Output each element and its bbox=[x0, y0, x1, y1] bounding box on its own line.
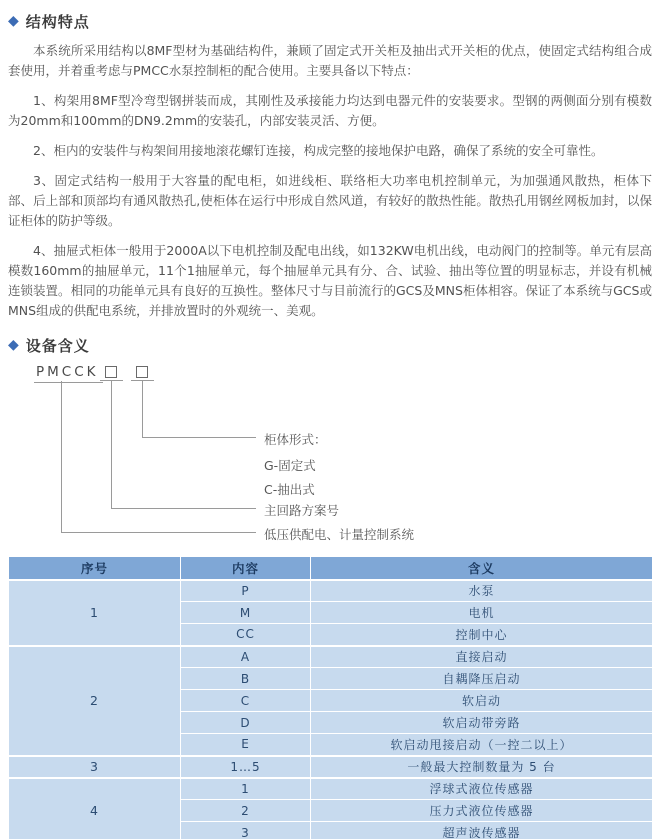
code-cell: E bbox=[181, 734, 311, 756]
meaning-cell: 压力式液位传感器 bbox=[311, 800, 653, 822]
structure-item-3: 3、固定式结构一般用于大容量的配电柜，如进线柜、联络柜大功率电机控制单元，为加强通风散热，柜体下部、后上部和顶部均有通风散热孔,使柜体在运行中形成自然风道，有较好的散热性能。散热孔用钢丝网板加封，以保证柜体的防护等级。 bbox=[8, 173, 652, 228]
code-cell: P bbox=[181, 580, 311, 602]
header-meaning: 含义 bbox=[311, 557, 653, 580]
diamond-bullet-icon: ◆ bbox=[8, 13, 19, 29]
table-row bbox=[9, 778, 653, 800]
meaning-cell: 浮球式液位传感器 bbox=[311, 778, 653, 800]
label-drawout-type: C-抽出式 bbox=[264, 482, 315, 497]
meaning-cell: 控制中心 bbox=[311, 624, 653, 646]
meaning-cell: 软启动带旁路 bbox=[311, 712, 653, 734]
meaning-cell: 一般最大控制数量为 5 台 bbox=[311, 756, 653, 778]
code-cell: M bbox=[181, 602, 311, 624]
designation-box-2 bbox=[136, 366, 148, 378]
label-cabinet-type: 柜体形式： bbox=[264, 432, 327, 447]
meaning-cell: 电机 bbox=[311, 602, 653, 624]
label-scheme-number: 主回路方案号 bbox=[264, 503, 340, 518]
designation-meaning-table bbox=[8, 556, 653, 839]
seq-cell: 2 bbox=[9, 646, 181, 756]
code-cell: B bbox=[181, 668, 311, 690]
label-system-name: 低压供配电、计量控制系统 bbox=[264, 527, 415, 542]
header-content: 内容 bbox=[181, 557, 311, 580]
code-cell: D bbox=[181, 712, 311, 734]
structure-item-1: 1、构架用8MF型冷弯型钢拼装而成，其刚性及承接能力均达到电器元件的安装要求。型钢的两侧面分别有模数为20mm和100mm的DN9.2mm的安装孔，内部安装灵活、方便。 bbox=[8, 93, 652, 128]
diagram-connector-line bbox=[111, 508, 256, 509]
meaning-cell: 自耦降压启动 bbox=[311, 668, 653, 690]
structure-section-header bbox=[8, 10, 652, 32]
table-header-row bbox=[9, 557, 653, 580]
meaning-cell: 软启动 bbox=[311, 690, 653, 712]
meaning-cell: 水泵 bbox=[311, 580, 653, 602]
table-row bbox=[9, 756, 653, 778]
model-code-text: PMCCK bbox=[34, 364, 103, 383]
diagram-connector-line bbox=[142, 381, 143, 437]
label-fixed-type: G-固定式 bbox=[264, 458, 316, 473]
code-cell: 3 bbox=[181, 822, 311, 839]
meaning-section-header bbox=[8, 334, 652, 356]
table-row bbox=[9, 580, 653, 602]
diagram-connector-line bbox=[142, 437, 256, 438]
seq-cell: 1 bbox=[9, 580, 181, 646]
diagram-connector-line bbox=[61, 381, 62, 532]
code-cell: A bbox=[181, 646, 311, 668]
meaning-cell: 软启动甩接启动（一控二以上） bbox=[311, 734, 653, 756]
structure-item-4: 4、抽屉式柜体一般用于2000A以下电机控制及配电出线，如132KW电机出线，电动阀门的控制等。单元有层高模数160mm的抽屉单元，11个1抽屉单元，每个抽屉单元具有分、合、试验、抽出等位置的明显标志，并设有机械连锁装置。相同的功能单元具有良好的互换性。整体尺寸与目前流行的GCS及MNS柜体相容。保证了本系统与GCS或MNS组成的供配电系统，并排放置时的外观统一、美观。 bbox=[8, 243, 652, 318]
code-cell: CC bbox=[181, 624, 311, 646]
diagram-connector-line bbox=[61, 532, 256, 533]
table-row bbox=[9, 646, 653, 668]
structure-section-title: 结构特点 bbox=[25, 12, 90, 31]
diagram-connector-line bbox=[111, 381, 112, 508]
structure-intro-paragraph: 本系统所采用结构以8MF型材为基础结构件，兼顾了固定式开关柜及抽出式开关柜的优点，使固定式结构组合成套使用，并着重考虑与PMCC水泵控制柜的配合使用。主要具备以下特点： bbox=[8, 43, 652, 78]
designation-box-1 bbox=[105, 366, 117, 378]
model-designation-diagram bbox=[8, 364, 652, 548]
code-cell: 2 bbox=[181, 800, 311, 822]
meaning-section-title: 设备含义 bbox=[25, 336, 90, 355]
structure-item-2: 2、柜内的安装件与构架间用接地滚花螺钉连接，构成完整的接地保护电路，确保了系统的安全可靠性。 bbox=[33, 143, 604, 158]
header-seq: 序号 bbox=[9, 557, 181, 580]
code-cell: C bbox=[181, 690, 311, 712]
seq-cell: 3 bbox=[9, 756, 181, 778]
meaning-cell: 直接启动 bbox=[311, 646, 653, 668]
code-cell: 1…5 bbox=[181, 756, 311, 778]
code-cell: 1 bbox=[181, 778, 311, 800]
seq-cell: 4 bbox=[9, 778, 181, 839]
diamond-bullet-icon: ◆ bbox=[8, 337, 19, 353]
meaning-cell: 超声波传感器 bbox=[311, 822, 653, 839]
